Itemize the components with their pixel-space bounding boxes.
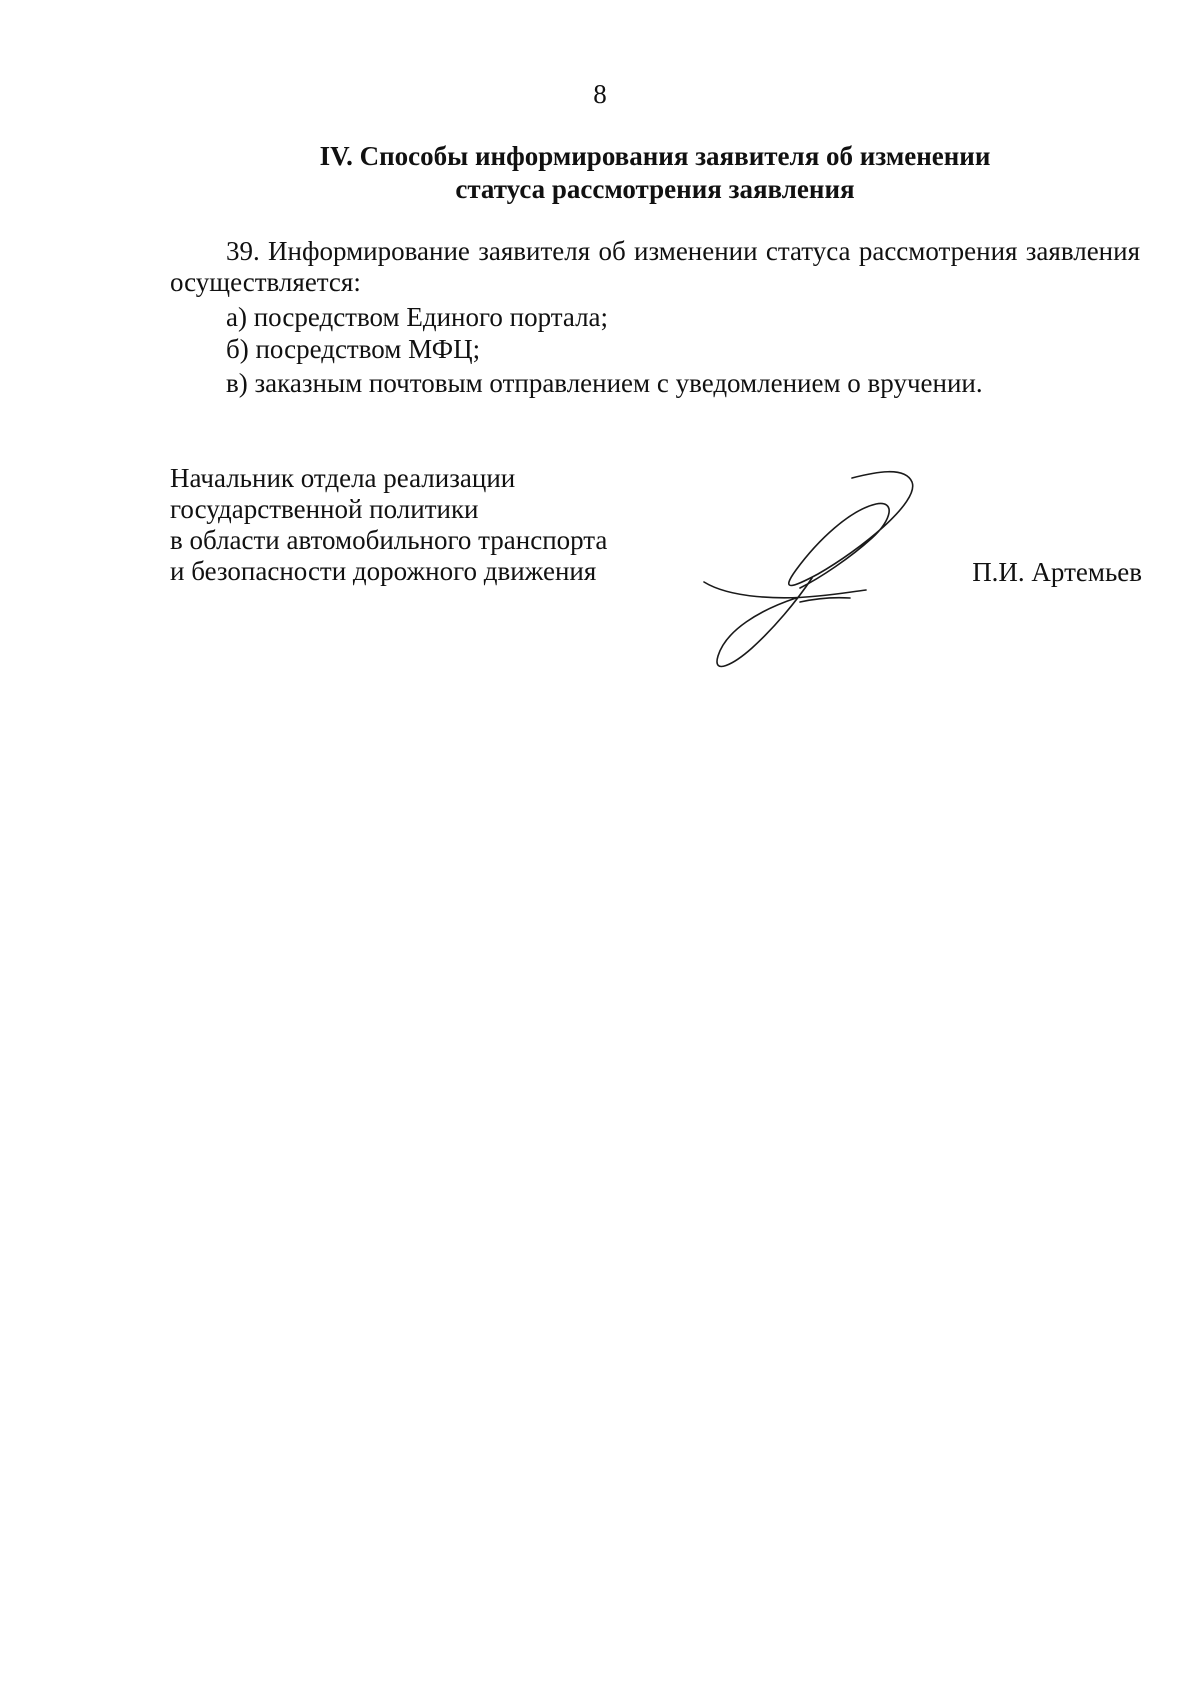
handwritten-signature — [700, 470, 960, 680]
signatory-title-line-1: Начальник отдела реализации — [170, 463, 516, 493]
signatory-title-line-2: государственной политики — [170, 494, 479, 524]
signatory-name: П.И. Артемьев — [972, 557, 1142, 587]
page-number: 8 — [593, 79, 607, 109]
list-item-c: в) заказным почтовым отправлением с уведомлением о вручении. — [226, 368, 983, 398]
paragraph-39: 39. Информирование заявителя об изменении статуса рассмотрения заявления осуществляется: — [170, 236, 1140, 297]
signatory-title — [170, 463, 607, 587]
section-heading — [170, 140, 1140, 206]
section-heading-line-1: IV. Способы информирования заявителя об изменении — [319, 141, 991, 171]
section-heading-line-2: статуса рассмотрения заявления — [455, 174, 855, 204]
list-item-a: а) посредством Единого портала; — [226, 302, 609, 332]
list-item-b: б) посредством МФЦ; — [226, 334, 481, 364]
signatory-title-line-4: и безопасности дорожного движения — [170, 556, 597, 586]
signatory-title-line-3: в области автомобильного транспорта — [170, 525, 608, 555]
